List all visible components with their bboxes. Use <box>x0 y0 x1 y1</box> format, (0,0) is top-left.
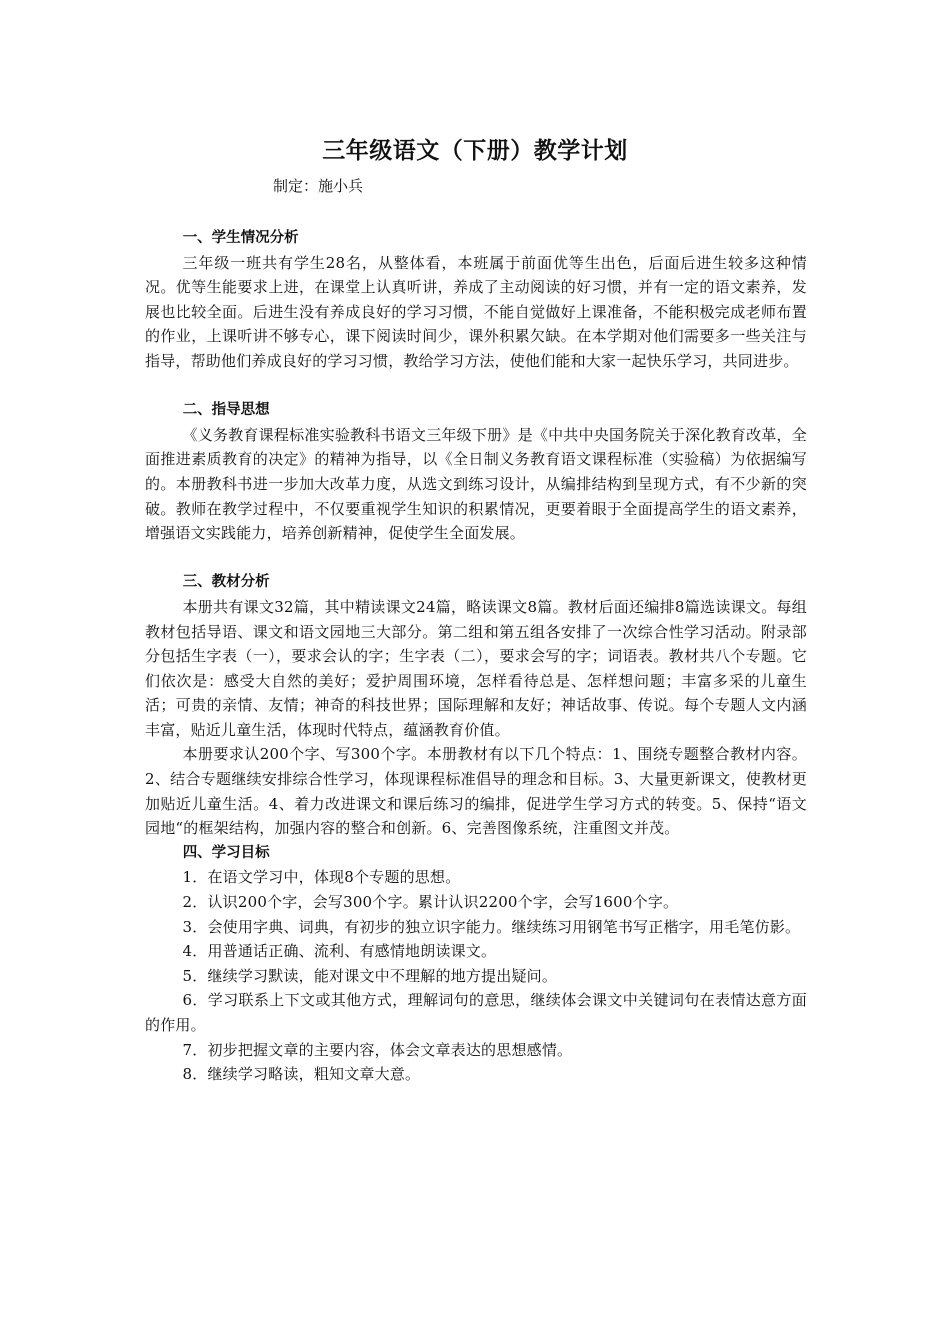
list-item: 4．用普通话正确、流利、有感情地朗读课文。 <box>182 942 497 961</box>
document-title: 三年级语文（下册）教学计划 <box>322 138 628 164</box>
body-paragraph: 本册共有课文32篇，其中精读课文24篇，略读课文8篇。教材后面还编排8篇选读课文。每组教材包括导语、课文和语文园地三大部分。第二组和第五组各安排了一次综合性学习活动。附录部分包括生字表（一），要求会认的字；生字表（二），要求会写的字；词语表。教材共八个专题。它们依次是：感受大自然的美好；爱护周围环境，怎样看待总是、怎样想问题；丰富多采的儿童生活；可贵的亲情、友情；神奇的科技世界；国际理解和友好；神话故事、传说。每个专题人文内涵丰富，贴近儿童生活，体现时代特点，蕴涵教育价值。 <box>145 597 807 739</box>
section-learning-goals <box>145 841 807 1087</box>
section-heading: 三、教材分析 <box>182 574 270 591</box>
section-heading: 二、指导思想 <box>182 402 270 419</box>
list-item: 5．继续学习默读，能对课文中不理解的地方提出疑问。 <box>182 966 558 985</box>
list-item: 7．初步把握文章的主要内容，体会文章表达的思想感情。 <box>182 1040 573 1059</box>
section-student-analysis <box>145 226 807 374</box>
document-body <box>145 226 807 1087</box>
goals-list <box>145 865 807 1086</box>
spacer <box>145 546 807 571</box>
list-item: 1．在语文学习中，体现8个专题的思想。 <box>182 868 461 887</box>
list-item: 3．会使用字典、词典，有初步的独立识字能力。继续练习用钢笔书写正楷字，用毛笔仿影。 <box>182 917 801 936</box>
section-heading: 一、学生情况分析 <box>182 230 299 246</box>
body-paragraph: 三年级一班共有学生28名，从整体看，本班属于前面优等生出色，后面后进生较多这种情况。优等生能要求上进，在课堂上认真听讲，养成了主动阅读的好习惯，并有一定的语文素养，发展也比较全面。后进生没有养成良好的学习习惯，不能自觉做好上课准备，不能积极完成老师布置的作业，上课听讲不够专心，课下阅读时间少，课外积累欠缺。在本学期对他们需要多一些关注与指导，帮助他们养成良好的学习习惯，教给学习方法，使他们能和大家一起快乐学习，共同进步。 <box>145 253 807 370</box>
section-guiding-ideology <box>145 398 807 546</box>
section-textbook-analysis <box>145 570 807 841</box>
section-heading: 四、学习目标 <box>182 844 270 861</box>
author-line: 制定：施小兵 <box>273 177 364 195</box>
list-item: 2．认识200个字，会写300个字。累计认识2200个字，会写1600个字。 <box>182 893 679 912</box>
spacer <box>145 374 807 399</box>
list-item: 8．继续学习略读，粗知文章大意。 <box>182 1065 421 1084</box>
body-paragraph: 《义务教育课程标准实验教科书语文三年级下册》是《中共中央国务院关于深化教育改革，全面推进素质教育的决定》的精神为指导，以《全日制义务教育语文课程标准（实验稿）为依据编写的。本册教科书进一步加大改革力度，从选文到练习设计，从编排结构到呈现方式，有不少新的突破。教师在教学过程中，不仅要重视学生知识的积累情况，更要着眼于全面提高学生的语文素养，增强语文实践能力，培养创新精神，促使学生全面发展。 <box>145 425 807 543</box>
list-item: 6．学习联系上下文或其他方式，理解词句的意思，继续体会课文中关键词句在表情达意方面的作用。 <box>145 991 807 1034</box>
body-paragraph: 本册要求认200个字、写300个字。本册教材有以下几个特点：1、围绕专题整合教材内容。2、结合专题继续安排综合性学习，体现课程标准倡导的理念和目标。3、大量更新课文，使教材更加贴近儿童生活。4、着力改进课文和课后练习的编排，促进学生学习方式的转变。5、保持“语文园地“的框架结构，加强内容的整合和创新。6、完善图像系统，注重图文并茂。 <box>145 745 807 838</box>
